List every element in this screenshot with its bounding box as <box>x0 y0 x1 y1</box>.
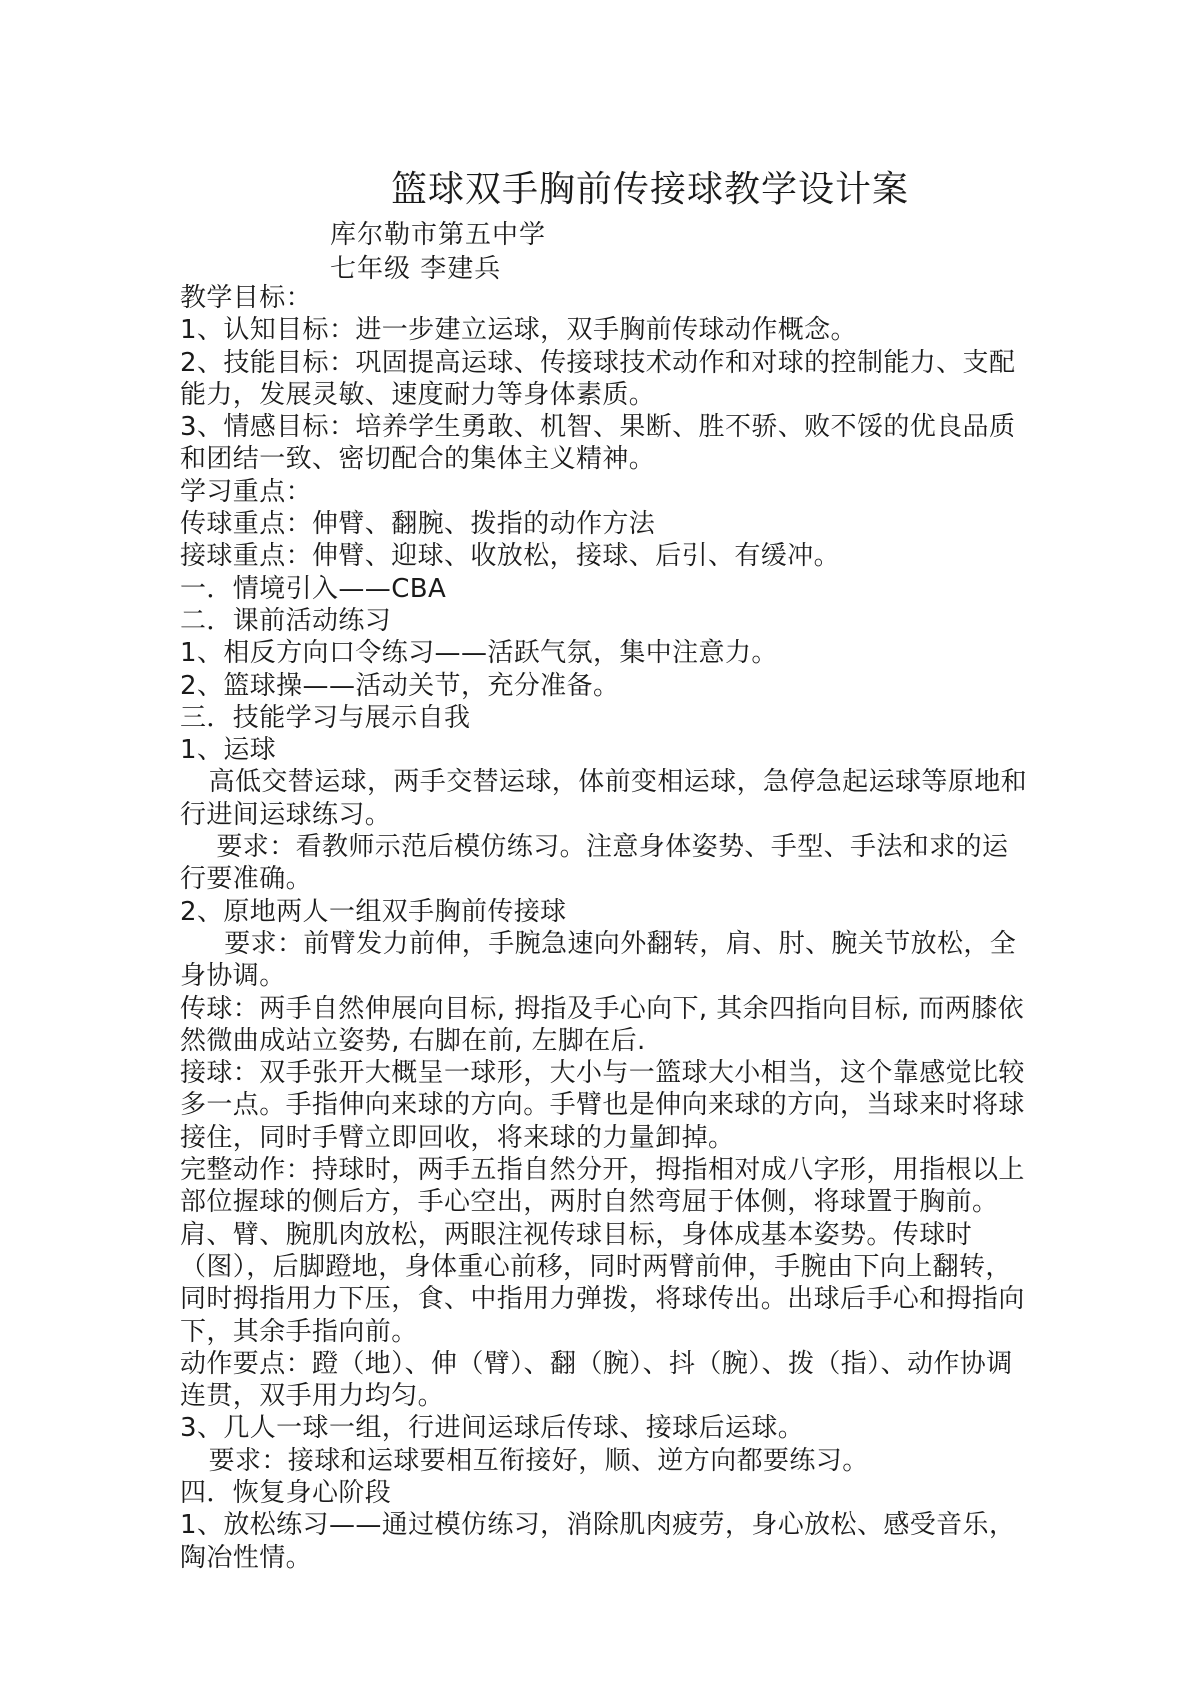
document-body <box>180 282 1030 1574</box>
paragraph: 3、情感目标：培养学生勇敢、机智、果断、胜不骄、败不馁的优良品质和团结一致、密切配合的集体主义精神。 <box>180 412 1016 475</box>
section-heading: 学习重点： <box>180 476 313 507</box>
paragraph: 完整动作：持球时，两手五指自然分开，拇指相对成八字形，用指根以上部位握球的侧后方，手心空出，两肘自然弯屈于体侧，将球置于胸前。肩、臂、腕肌肉放松，两眼注视传球目标，身体成基本姿势。传球时（图），后脚蹬地，身体重心前移，同时两臂前伸，手腕由下向上翻转，同时拇指用力下压，食、中指用力弹拨，将球传出。出球后手心和拇指向下，其余手指向前。 <box>180 1155 1025 1347</box>
author-line: 七年级 李建兵 <box>330 254 502 284</box>
paragraph: 动作要点：蹬（地）、伸（臂）、翻（腕）、抖（腕）、拨（指）、动作协调连贯，双手用力均匀。 <box>180 1348 1013 1412</box>
paragraph: 2、篮球操——活动关节，充分准备。 <box>180 670 620 701</box>
paragraph: 2、原地两人一组双手胸前传接球 <box>180 896 567 927</box>
paragraph: 1、认知目标：进一步建立运球，双手胸前传球动作概念。 <box>180 315 857 346</box>
paragraph: 要求：接球和运球要相互衔接好，顺、逆方向都要练习。 <box>208 1445 869 1476</box>
paragraph: 传球：两手自然伸展向目标, 拇指及手心向下, 其余四指向目标, 而两膝依然微曲成站立姿势, 右脚在前, 左脚在后. <box>180 993 1024 1056</box>
section-heading: 二．课前活动练习 <box>180 605 392 636</box>
section-heading: 四．恢复身心阶段 <box>180 1477 392 1508</box>
section-heading: 教学目标： <box>180 283 313 313</box>
paragraph: 高低交替运球，两手交替运球，体前变相运球，急停急起运球等原地和行进间运球练习。 <box>180 767 1027 830</box>
paragraph: 1、运球 <box>180 735 277 766</box>
paragraph: 1、相反方向口令练习——活跃气氛，集中注意力。 <box>180 638 778 669</box>
paragraph: 接球：双手张开大概呈一球形，大小与一篮球大小相当，这个靠感觉比较多一点。手指伸向来球的方向。手臂也是伸向来球的方向，当球来时将球接住，同时手臂立即回收，将来球的力量卸掉。 <box>180 1058 1025 1153</box>
paragraph: 要求：看教师示范后模仿练习。注意身体姿势、手型、手法和求的运行要准确。 <box>180 832 1009 895</box>
paragraph: 2、技能目标：巩固提高运球、传接球技术动作和对球的控制能力、支配能力，发展灵敏、速度耐力等身体素质。 <box>180 347 1016 410</box>
paragraph: 要求：前臂发力前伸，手腕急速向外翻转，肩、肘、腕关节放松，全身协调。 <box>180 928 1017 992</box>
paragraph: 传球重点：伸臂、翻腕、拨指的动作方法 <box>180 509 656 540</box>
section-heading: 一．情境引入——CBA <box>180 573 447 604</box>
paragraph: 3、几人一球一组，行进间运球后传球、接球后运球。 <box>180 1413 805 1444</box>
school-name: 库尔勒市第五中学 <box>330 220 547 250</box>
document-title: 篮球双手胸前传接球教学设计案 <box>390 169 909 210</box>
paragraph: 1、放松练习——通过模仿练习，消除肌肉疲劳，身心放松、感受音乐，陶冶性情。 <box>180 1510 1016 1573</box>
section-heading: 三．技能学习与展示自我 <box>180 702 471 733</box>
paragraph: 接球重点：伸臂、迎球、收放松，接球、后引、有缓冲。 <box>180 541 841 572</box>
